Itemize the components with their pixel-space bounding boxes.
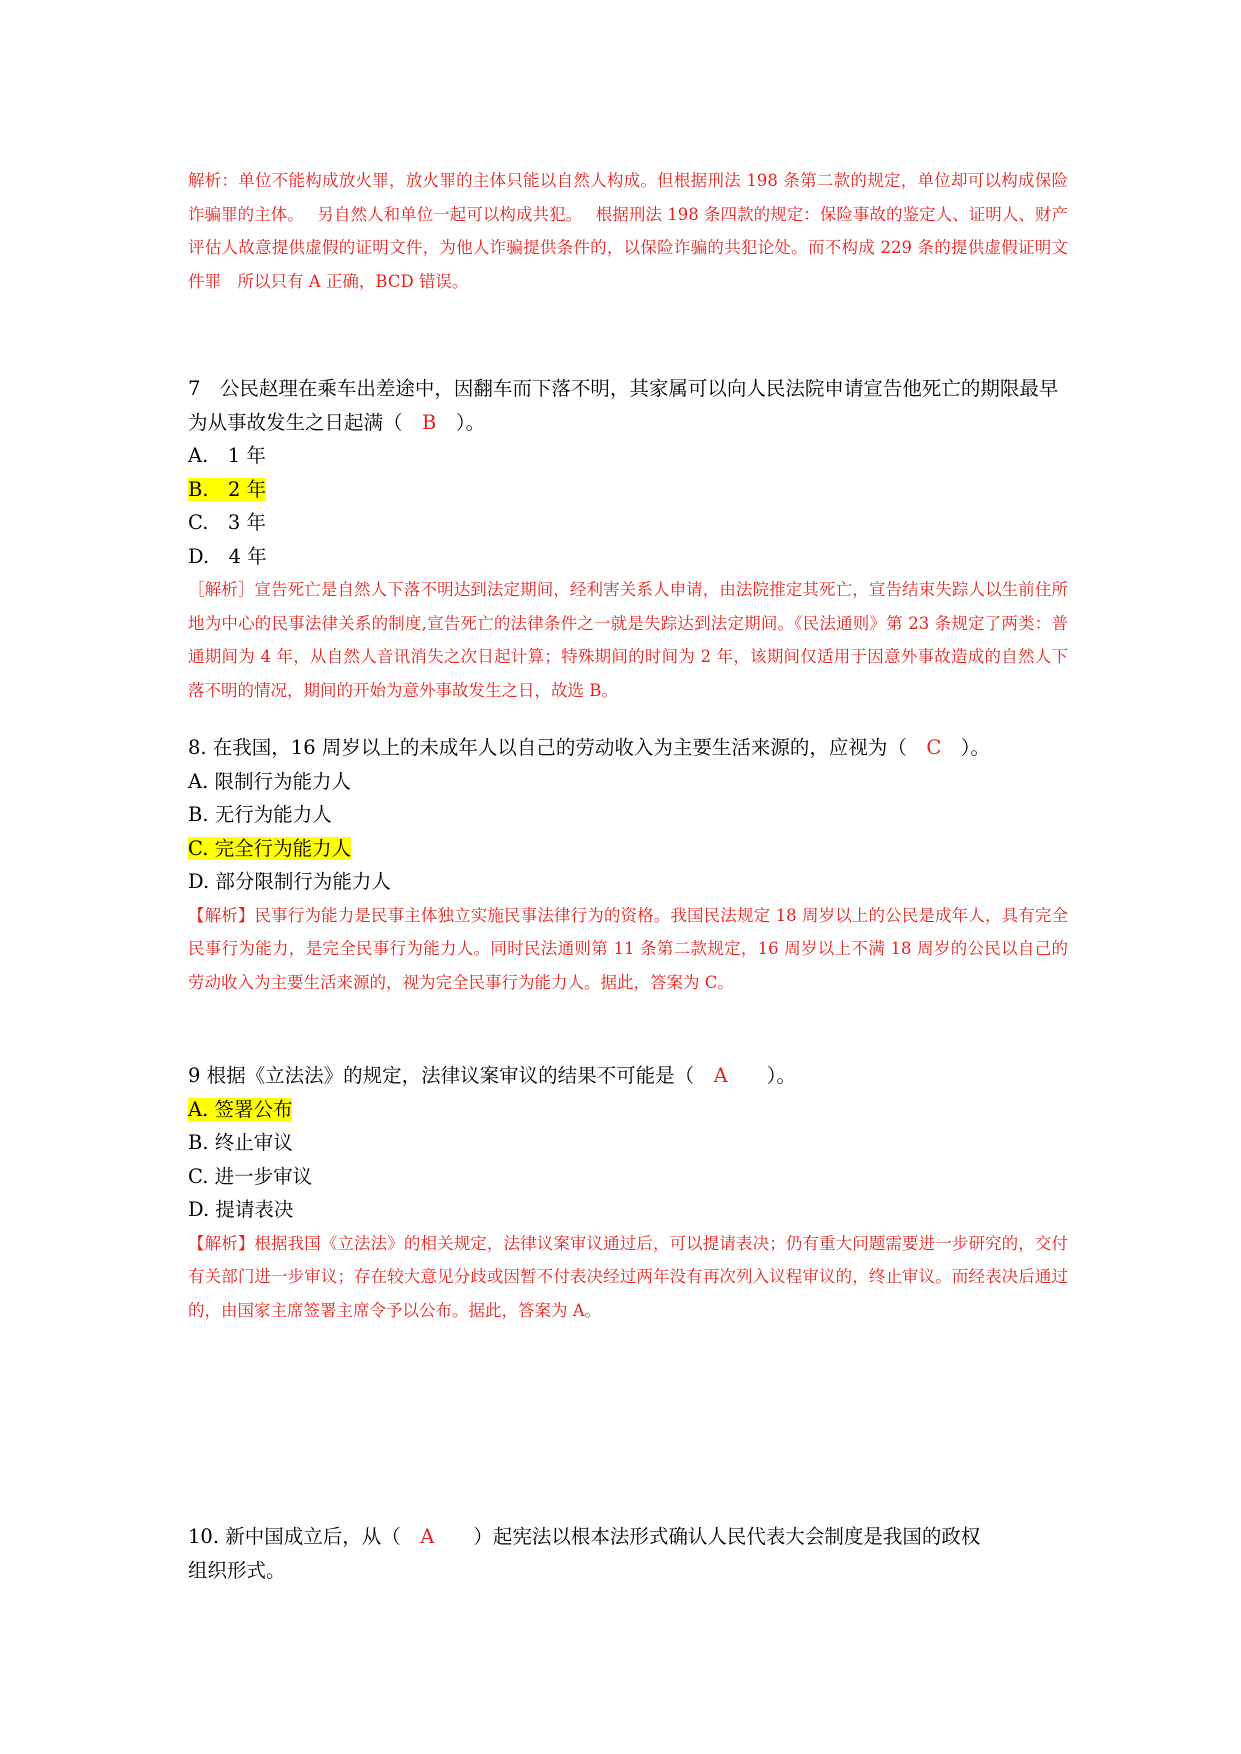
option-text: B. 终止审议 [188,1131,293,1154]
question-9 [188,1059,1068,1327]
answer-mark: A [694,1064,767,1087]
stem-before: 7 公民赵理在乘车出差途中，因翻车而下落不明，其家属可以向人民法院申请宣告他死亡的期限最早为从事故发生之日起满（ [188,377,1059,434]
analysis-text: 【解析】民事行为能力是民事主体独立实施民事法律行为的资格。我国民法规定 18 周岁以上的公民是成年人，具有完全民事行为能力，是完全民事行为能力人。同时民法通则第 11 条第二款规定，16 周岁以上不满 18 周岁的公民以自己的劳动收入为主要生活来源的，视为完全民事行为能力人。据此，答案为 C。 [188,905,1068,992]
option-b [188,473,1068,507]
stem-before: 10. 新中国成立后，从（ [188,1525,401,1548]
option-a [188,765,1068,799]
answer-mark: A [400,1525,474,1548]
question-stem [188,1059,1068,1093]
option-text: C. 进一步审议 [188,1164,313,1188]
option-text-highlighted: B. 2 年 [188,477,267,501]
analysis-text: ［解析］宣告死亡是自然人下落不明达到法定期间，经利害关系人申请，由法院推定其死亡，宣告结束失踪人以生前住所地为中心的民事法律关系的制度,宣告死亡的法律条件之一就是失踪达到法定期间。《民法通则》第 23 条规定了两类：普通期间为 4 年，从自然人音讯消失之次日起计算；特殊期间的时间为 2 年，该期间仅适用于因意外事故造成的自然人下落不明的情况，期间的开始为意外事故发生之日，故选 B。 [188,580,1068,700]
option-text: A. 限制行为能力人 [188,769,351,793]
option-text: D. 提请表决 [188,1198,294,1221]
previous-question-analysis [188,164,1068,298]
question-stem [188,1520,988,1587]
stem-after: ）起宪法以根本法形式确认人民代表大会制度是我国的政权组织形式。 [188,1525,981,1582]
option-text-highlighted: C. 完全行为能力人 [188,836,352,860]
option-text: C. 3 年 [188,511,267,534]
option-d [188,1193,1068,1227]
option-text: B. 无行为能力人 [188,803,332,826]
option-a [188,1093,1068,1127]
option-c [188,832,1068,866]
stem-after: ）。 [960,736,991,759]
question-stem [188,372,1068,439]
question-7 [188,372,1068,707]
stem-before: 8. 在我国，16 周岁以上的未成年人以自己的劳动收入为主要生活来源的，应视为（ [188,736,907,759]
option-d [188,540,1068,574]
answer-mark: C [906,736,961,759]
option-c [188,506,1068,540]
option-a [188,439,1068,473]
option-b [188,1126,1068,1160]
question-10 [188,1520,988,1587]
option-c [188,1160,1068,1194]
analysis-text: 【解析】根据我国《立法法》的相关规定，法律议案审议通过后，可以提请表决；仍有重大问题需要进一步研究的，交付有关部门进一步审议；存在较大意见分歧或因暂不付表决经过两年没有再次列入议程审议的，终止审议。而经表决后通过的，由国家主席签署主席令予以公布。据此，答案为 A。 [188,1233,1068,1320]
question-stem [188,731,1068,765]
option-text: D. 4 年 [188,544,267,568]
answer-mark: B [402,410,456,434]
stem-after: ）。 [455,410,486,434]
stem-before: 9 根据《立法法》的规定，法律议案审议的结果不可能是（ [188,1064,695,1087]
option-text: D. 部分限制行为能力人 [188,870,391,893]
question-8 [188,731,1068,999]
option-d [188,865,1068,899]
stem-after: ）。 [766,1064,796,1087]
option-text: A. 1 年 [188,444,266,467]
analysis-text: 解析：单位不能构成放火罪，放火罪的主体只能以自然人构成。但根据刑法 198 条第二款的规定，单位却可以构成保险诈骗罪的主体。 另自然人和单位一起可以构成共犯。 根据刑法 198 条四款的规定：保险事故的鉴定人、证明人、财产评估人故意提供虚假的证明文件，为他人诈骗提供条件的，以保险诈骗的共犯论处。而不构成 229 条的提供虚假证明文件罪 所以只有 A 正确，BCD 错误。 [188,171,1068,291]
option-b [188,798,1068,832]
option-text-highlighted: A. 签署公布 [188,1097,293,1121]
